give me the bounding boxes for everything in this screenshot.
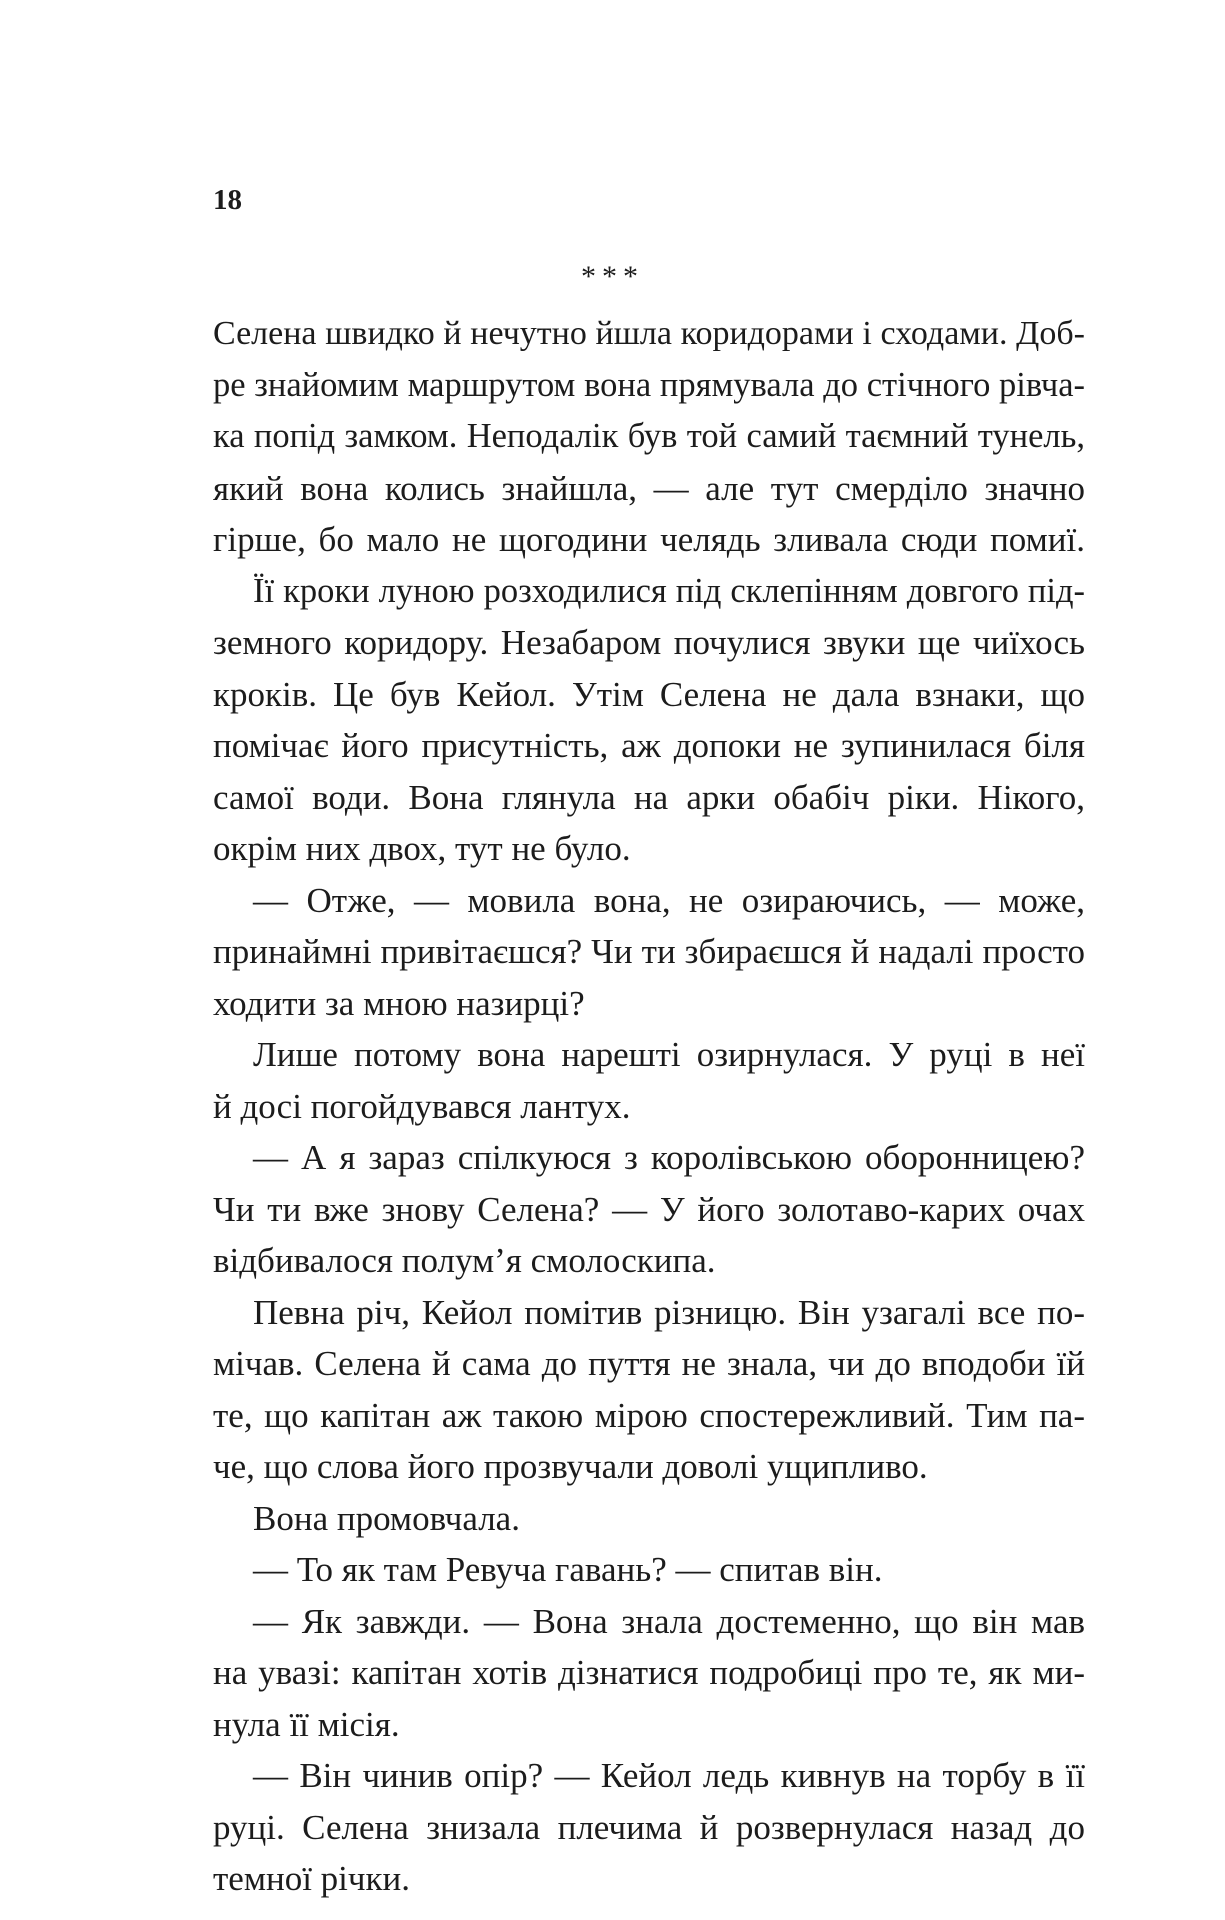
text-line: Чи ти вже знову Селена? — У його золотаво-карих очах	[213, 1189, 1085, 1229]
text-line: Селена швидко й нечутно йшла коридорами і сходами. Доб-	[213, 315, 1085, 352]
text-line: нула її місія.	[213, 1704, 400, 1744]
text-line: че, що слова його прозвучали доволі ущипливо.	[213, 1447, 928, 1486]
text-line: Вона промовчала.	[253, 1498, 520, 1538]
text-line: ка попід замком. Неподалік був той самий таємний тунель,	[213, 417, 1085, 455]
text-line: Її кроки луною розходилися під склепінням довгого під-	[253, 571, 1085, 610]
text-line: — А я зараз спілкуюся з королівською оборонницею?	[253, 1138, 1085, 1177]
text-line: принаймні привітаєшся? Чи ти збираєшся й надалі просто	[213, 932, 1085, 971]
text-line: Певна річ, Кейол помітив різницю. Він узагалі все по-	[253, 1292, 1085, 1332]
text-line: ходити за мною назирці?	[213, 983, 585, 1023]
text-line: мічав. Селена й сама до пуття не знала, чи до вподоби їй	[213, 1344, 1085, 1383]
text-line: земного коридору. Незабаром почулися звуки ще чиїхось	[213, 623, 1085, 662]
text-line: який вона колись знайшла, — але тут смерділо значно	[213, 468, 1085, 508]
text-line: відбивалося полум’я смолоскипа.	[213, 1241, 716, 1280]
text-line: — Як завжди. — Вона знала достеменно, що він мав	[253, 1601, 1085, 1641]
text-line: окрім них двох, тут не було.	[213, 829, 631, 868]
text-line: й досі погойдувався лантух.	[213, 1086, 631, 1126]
text-line: руці. Селена знизала плечима й розвернулася назад до	[213, 1807, 1085, 1847]
text-line: — То як там Ревуча гавань? — спитав він.	[253, 1550, 883, 1589]
body-text	[213, 308, 1085, 1905]
text-line: самої води. Вона глянула на арки обабіч ріки. Нікого,	[213, 777, 1085, 817]
text-line: гірше, бо мало не щогодини челядь зливала сюди помиї.	[213, 520, 1085, 559]
text-line: помічає його присутність, аж допоки не зупинилася біля	[213, 726, 1085, 765]
page-number: 18	[213, 184, 242, 216]
text-line: те, що капітан аж такою мірою спостережливий. Тим па-	[213, 1395, 1085, 1435]
text-line: — Він чинив опір? — Кейол ледь кивнув на торбу в її	[253, 1756, 1085, 1795]
text-line: ре знайомим маршрутом вона прямувала до стічного рівча-	[213, 365, 1085, 404]
text-line: — Отже, — мовила вона, не озираючись, — може,	[253, 880, 1085, 920]
text-line: на увазі: капітан хотів дізнатися подробиці про те, як ми-	[213, 1653, 1085, 1692]
text-line: кроків. Це був Кейол. Утім Селена не дала взнаки, що	[213, 674, 1085, 714]
section-separator: ***	[581, 260, 644, 293]
text-line: темної річки.	[213, 1859, 410, 1898]
text-line: Лише потому вона нарешті озирнулася. У руці в неї	[253, 1035, 1085, 1074]
